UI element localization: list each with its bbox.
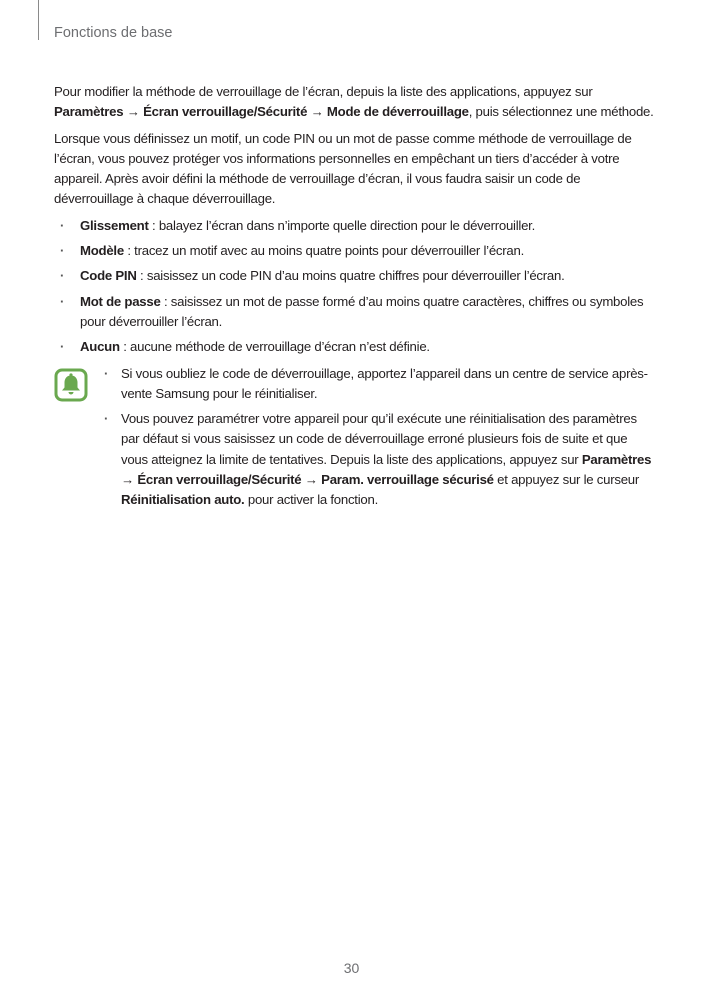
note-list [54,364,654,511]
note-text: Vous pouvez paramétrer votre appareil pour qu’il exécute une réinitialisation des paramètres par défaut si vous saisissez un code de déverrouillage erroné plusieurs fois de suite et que vous atteignez la limite de tentatives. Depuis la liste des applications, appuyez sur [121,411,637,467]
bell-icon [54,368,88,402]
arrow: → [301,472,322,488]
menu-path-parametres: Paramètres [581,451,652,467]
page-number: 30 [343,960,360,976]
menu-path-ecran-verrouillage: Écran verrouillage/Sécurité [143,104,308,120]
method-term: Glissement [80,217,149,233]
menu-path-ecran-verrouillage: Écran verrouillage/Sécurité [137,472,302,488]
note-text: et appuyez sur le curseur [493,472,639,488]
menu-path-mode-deverrouillage: Mode de déverrouillage [326,104,469,120]
list-item [54,241,654,261]
page-content [54,82,654,516]
method-desc: : tracez un motif avec au moins quatre points pour déverrouiller l’écran. [123,243,524,259]
method-desc: : saisissez un code PIN d’au moins quatre chiffres pour déverrouiller l’écran. [136,268,565,284]
note-item: · Si vous oubliez le code de déverrouillage, apportez l’appareil dans un centre de service après-vente Samsung pour le réinitialiser. [121,364,654,405]
menu-path-param-verrouillage: Param. verrouillage sécurisé [321,472,494,488]
arrow: → [123,104,144,120]
method-term: Modèle [80,243,124,259]
list-item [54,266,654,286]
section-title: Fonctions de base [54,25,173,41]
intro-paragraph-1 [54,82,654,123]
lock-methods-list [54,216,654,358]
note-text-end: pour activer la fonction. [244,492,378,508]
setting-reinitialisation-auto: Réinitialisation auto. [121,492,245,508]
arrow: → [307,104,327,120]
arrow: → [121,472,138,488]
note-block [54,364,654,511]
method-desc: : saisissez un mot de passe formé d’au moins quatre caractères, chiffres ou symboles pour déverrouiller l’écran. [80,293,644,329]
method-desc: : balayez l’écran dans n’importe quelle direction pour le déverrouiller. [148,217,535,233]
list-item [54,292,654,333]
method-term: Code PIN [80,268,137,284]
list-item [54,216,654,236]
intro-paragraph-2: Lorsque vous définissez un motif, un code PIN ou un mot de passe comme méthode de verrouillage de l’écran, vous pouvez protéger vos informations personnelles en empêchant un tiers d’accéder à votre appareil. Après avoir défini la méthode de verrouillage d’écran, il vous faudra saisir un code de déverrouillage à chaque déverrouillage. [54,130,632,207]
menu-path-parametres: Paramètres [54,104,124,120]
header-rule [38,0,39,40]
note-item [121,409,654,510]
method-term: Aucun [80,339,120,355]
method-term: Mot de passe [80,293,161,309]
method-desc: : aucune méthode de verrouillage d’écran n’est définie. [119,339,430,355]
list-item [54,337,654,357]
intro-text: Pour modifier la méthode de verrouillage de l’écran, depuis la liste des applications, appuyez sur [54,84,593,99]
intro-text-end: , puis sélectionnez une méthode. [468,104,654,120]
